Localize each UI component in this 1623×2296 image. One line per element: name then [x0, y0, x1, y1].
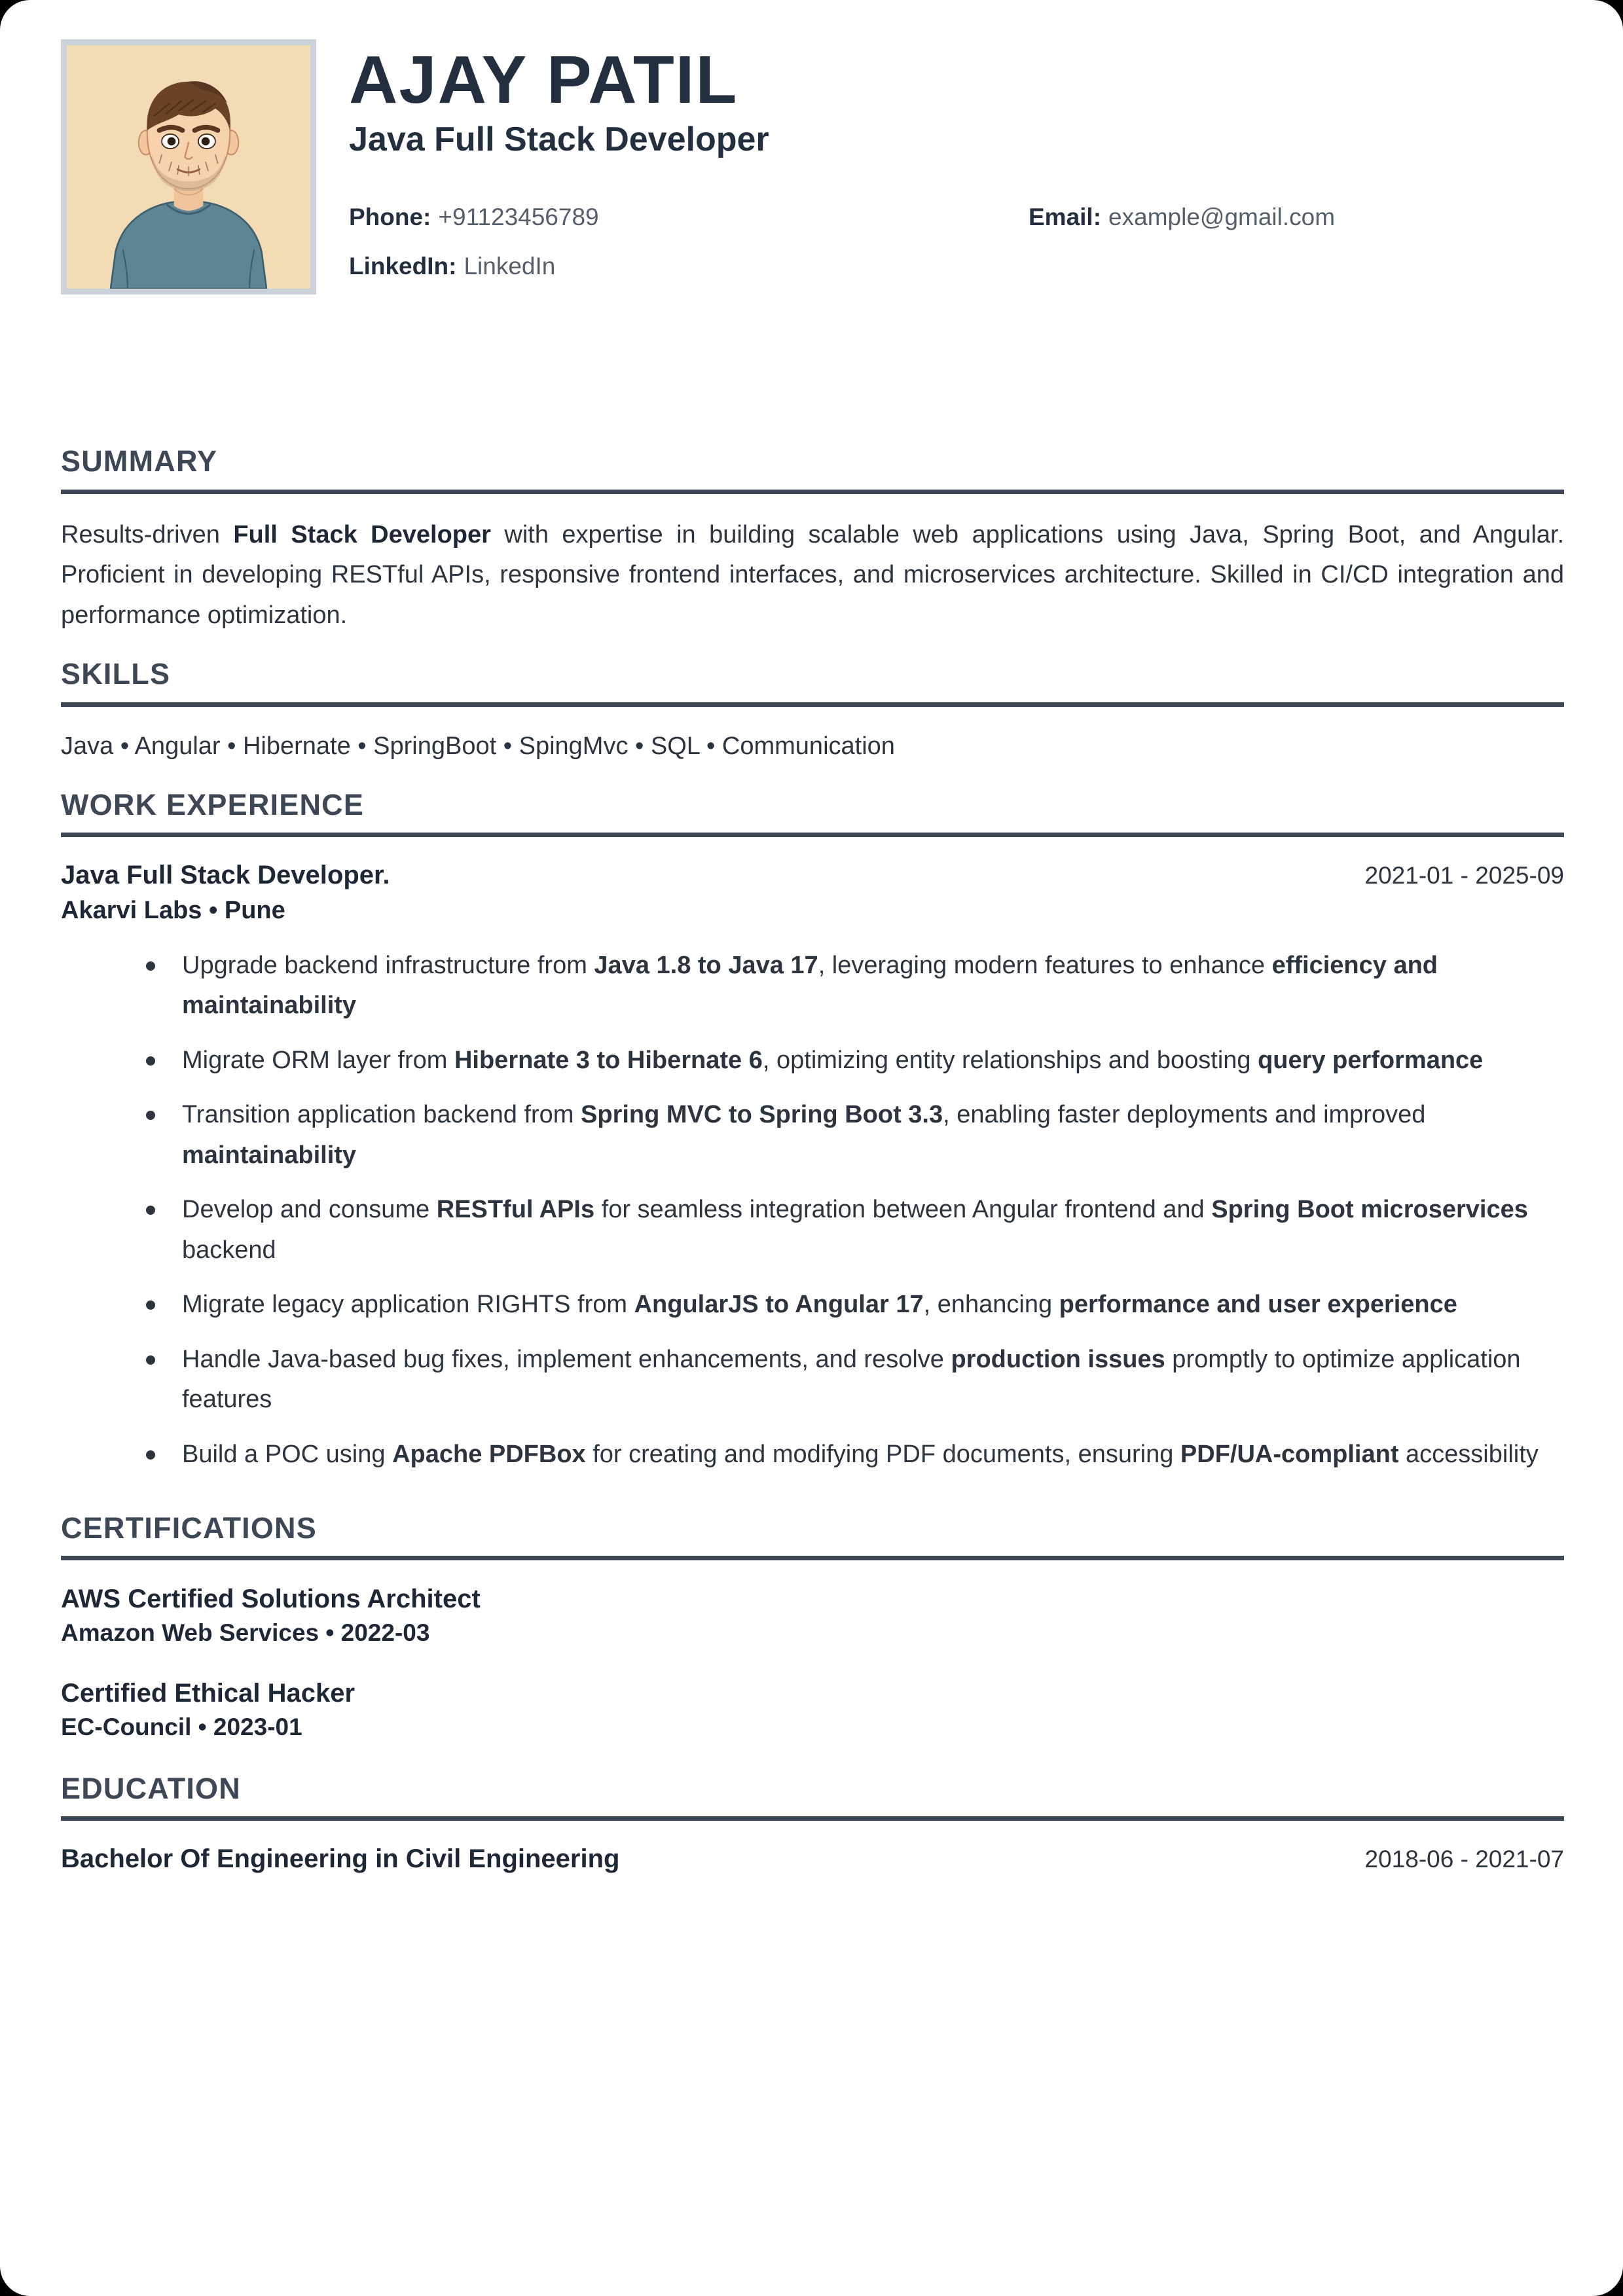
job-title: Java Full Stack Developer — [349, 120, 769, 159]
section-skills — [61, 658, 1564, 765]
header-text-block — [349, 39, 1564, 283]
work-entry — [61, 858, 1564, 1475]
certification-entry — [61, 1581, 1564, 1649]
work-company: Akarvi Labs • Pune — [61, 897, 285, 925]
section-certifications — [61, 1512, 1564, 1744]
linkedin-label: LinkedIn: — [349, 253, 457, 280]
section-heading-summary: SUMMARY — [61, 444, 218, 478]
profile-photo-frame — [61, 39, 316, 295]
certification-entry — [61, 1676, 1564, 1744]
section-divider — [61, 1556, 1564, 1560]
certification-meta: EC-Council • 2023-01 — [61, 1713, 302, 1740]
section-heading-skills: SKILLS — [61, 657, 171, 691]
phone-value: +91123456789 — [438, 203, 599, 230]
contact-email[interactable] — [1029, 201, 1564, 234]
education-dates: 2018-06 - 2021-07 — [1364, 1846, 1564, 1873]
education-entry — [61, 1842, 1564, 1876]
work-bullet: Develop and consume RESTful APIs for seamless integration between Angular frontend and Spring Boot microservices backend — [146, 1190, 1564, 1270]
page-title: AJAY PATIL — [349, 42, 739, 117]
section-heading-certifications: CERTIFICATIONS — [61, 1511, 317, 1545]
work-bullet: Handle Java-based bug fixes, implement enhancements, and resolve production issues promptly to optimize application features — [146, 1340, 1564, 1420]
certification-list — [61, 1581, 1564, 1744]
section-heading-work: WORK EXPERIENCE — [61, 787, 365, 821]
resume-content — [61, 0, 1564, 1876]
section-summary — [61, 445, 1564, 636]
work-entry-header — [61, 858, 1564, 892]
section-divider — [61, 490, 1564, 494]
work-bullet: Upgrade backend infrastructure from Java 1.8 to Java 17, leveraging modern features to enhance efficiency and maintainability — [146, 946, 1564, 1026]
contact-row-primary — [349, 201, 1564, 234]
section-divider — [61, 702, 1564, 707]
education-list — [61, 1842, 1564, 1876]
section-education — [61, 1772, 1564, 1876]
certification-name: Certified Ethical Hacker — [61, 1678, 356, 1708]
linkedin-value[interactable]: LinkedIn — [464, 253, 556, 280]
skills-list: Java • Angular • Hibernate • SpringBoot • SpingMvc • SQL • Communication — [61, 732, 895, 760]
work-bullet-list — [61, 946, 1564, 1475]
contact-linkedin[interactable] — [349, 250, 1564, 283]
email-value: example@gmail.com — [1108, 203, 1336, 230]
section-work-experience — [61, 789, 1564, 1475]
education-degree: Bachelor Of Engineering in Civil Engineering — [61, 1844, 620, 1874]
work-dates: 2021-01 - 2025-09 — [1364, 862, 1564, 889]
work-bullet: Transition application backend from Spring MVC to Spring Boot 3.3, enabling faster deployments and improved maintainability — [146, 1095, 1564, 1175]
work-bullet: Migrate ORM layer from Hibernate 3 to Hibernate 6, optimizing entity relationships and boosting query performance — [146, 1041, 1564, 1081]
portrait-illustration-icon — [67, 45, 310, 289]
resume-header — [61, 0, 1564, 347]
section-divider — [61, 833, 1564, 837]
section-divider — [61, 1816, 1564, 1821]
summary-text: Results-driven Full Stack Developer with expertise in building scalable web applications using Java, Spring Boot, and Angular. Proficient in developing RESTful APIs, responsive frontend interfaces, and microservices architecture. Skilled in CI/CD integration and performance optimization. — [61, 520, 1565, 629]
contact-row-secondary — [349, 250, 1564, 283]
certification-meta: Amazon Web Services • 2022-03 — [61, 1619, 430, 1647]
phone-label: Phone: — [349, 203, 431, 230]
section-heading-education: EDUCATION — [61, 1771, 241, 1805]
work-entry-list — [61, 858, 1564, 1475]
work-role: Java Full Stack Developer. — [61, 861, 390, 890]
email-label: Email: — [1029, 203, 1102, 230]
certification-name: AWS Certified Solutions Architect — [61, 1585, 481, 1614]
work-bullet: Migrate legacy application RIGHTS from AngularJS to Angular 17, enhancing performance and user experience — [146, 1285, 1564, 1325]
avatar — [67, 45, 310, 289]
work-bullet: Build a POC using Apache PDFBox for creating and modifying PDF documents, ensuring PDF/UA-compliant accessibility — [146, 1435, 1564, 1475]
contact-phone[interactable] — [349, 201, 1029, 234]
